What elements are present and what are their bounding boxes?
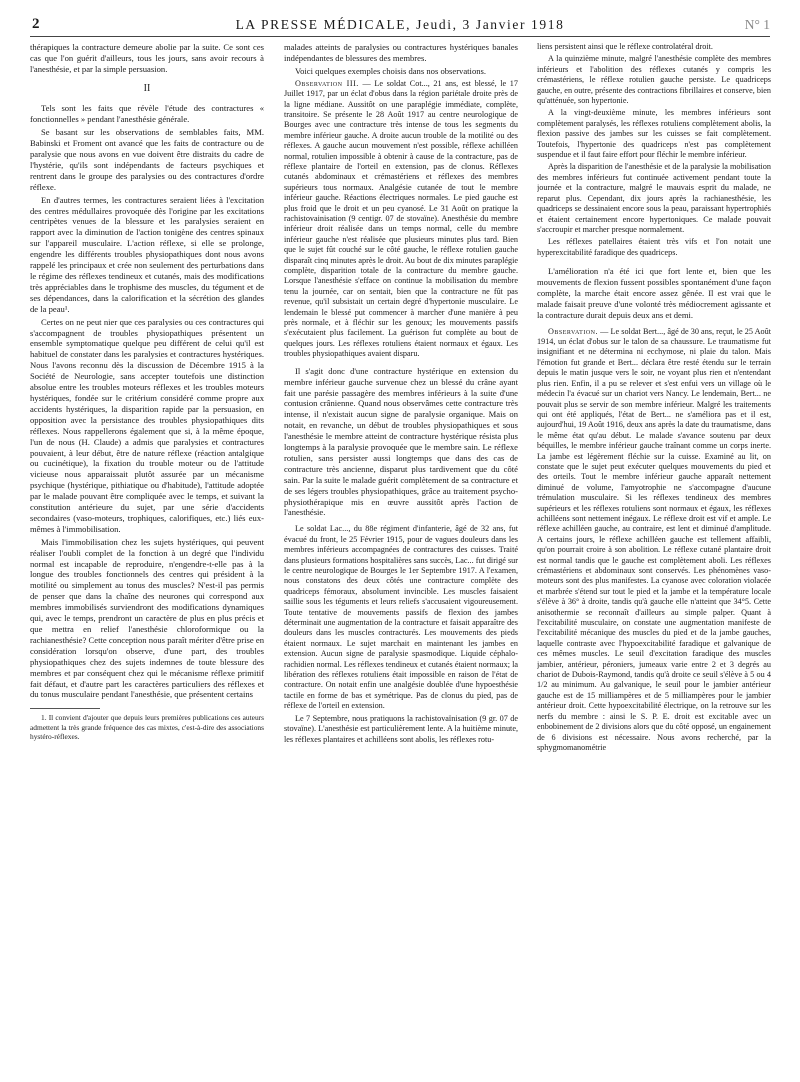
paragraph: malades atteints de paralysies ou contractures hystériques banales indépendantes de blessures des membres. [284,42,518,63]
paragraph: A la quinzième minute, malgré l'anesthésie complète des membres inférieurs et l'abolition des réflexes cutanés y compris les crémastériens, le réflexe rotulien gauche persiste. Le quadriceps gauche, en outre, présente des contractions fibrillaires et conserve, bien qu'atténuée, son hypertonie. [537,54,771,106]
observation-bert [537,327,771,754]
paragraph: Après la disparition de l'anesthésie et de la paralysie la mobilisation des membres inférieurs fut continuée activement pendant toute la journée et la contracture, malgré le mauvais esprit du malade, ne reparut plus. Cependant, dix jours après la rachianesthésie, les quadriceps se dessinaient encore sous la peau, paraissant hypertrophiés et étaient certainement encore hypertoniques. Ce malade pouvait s'accroupir et marcher presque normalement. [537,162,771,234]
paragraph: liens persistent ainsi que le réflexe controlatéral droit. [537,42,713,51]
paragraph: Voici quelques exemples choisis dans nos observations. [295,65,487,76]
column-middle [284,42,518,1072]
section-number: II [143,82,151,94]
observation-3 [284,79,518,360]
page-header [30,14,770,36]
observation-label: Observation III. [295,78,359,88]
footnote: 1. Il convient d'ajouter que depuis leurs premières publications ces auteurs admettent la très grande fréquence des cas mixtes, c'est-à-dire des associations hystéro-réflexes. [30,713,264,741]
observation-text: — Le soldat Cot..., 21 ans, est blessé, le 17 Juillet 1917, par un éclat d'obus dans la région pariétale droite près de la ligne médiane. Aussitôt on une paraplégie immédiate, complète, transitoire. Se présente le 28 Août 1917 au centre neurologique de Bourges avec une contracture très intense de tous les segments du membre inférieur gauche. A droite aucun trouble de la motilité ou des réflexes. A gauche aucun mouvement n'est possible, réflexe achilléen normal, rotulien impossible à obtenir à cause de la contracture, pas de réflexe plantaire de l'orteil en extension, pas de clonus. Réflexes cutanés abdominaux et crémastériens et réflexes des membres supérieurs tous normaux. Analgésie cutanée de tout le membre inférieur gauche. Réactions électriques normales. Le pied gauche est plus froid que le droit et un peu cyanosé. Le 31 Août on pratique la rachistovainisation (9 centigr. 07 de stovaïne). Anesthésie du membre inférieur droit réalisée dans un temps normal, celle du membre inférieur gauche n'est réalisée que plusieurs minutes plus tard. Bien que le sujet fût couché sur le côté gauche, le réflexe rotulien gauche disparaît cinq minutes après le droit. Au bout de dix minutes paraplégie complète, disparition totale de la contracture du membre gauche. Lorsque l'anesthésie s'efface on continue la mobilisation du membre tenu la journée, car on sentait, bien que la contracture ne fût pas revenue, qu'il subsistait un certain degré d'hypertonie musculaire. Le lendemain le blessé put commencer à marcher d'une manière à peu près normale, et à fléchir sur les genoux; les mouvements passifs s'exécutaient plus facilement. La guérison fut complète au bout de quelques jours. Les réflexes rotuliens étaient normaux et égaux. Les troubles physiopathiques avaient disparu. [284,78,518,359]
observation-text: — Le soldat Bert..., âgé de 30 ans, reçut, le 25 Août 1914, un éclat d'obus sur le talon de sa chaussure. Le traumatisme fut insignifiant et ne détermina ni ecchymose, ni plaie du talon. Mais l'émotion fut grande et Bert... déclara être resté étendu sur le terrain depuis le matin jusque vers le soir, ne voyant plus rien et n'entendant plus rien. Enfin, il a pu se relever et s'est enfui vers un village où le médecin l'a évacué sur un chariot vers Nancy. Le lendemain, Bert... ne pouvait plus se servir de son membre inférieur. Malgré les traitements qui ont été appliqués, l'état de Bert... ne s'améliora pas et il est, aujourd'hui, 19 Août 1916, deux ans après la date du traumatisme, dans le même état qu'au début. Le malade s'avance soutenu par deux béquilles, le membre inférieur gauche traînant comme un corps inerte. La jambe est légèrement fléchie sur la cuisse. Examiné au lit, on constate que le sujet peut exécuter quelques mouvements du pied et des orteils. Tout le membre inférieur gauche apparaît nettement diminué de volume, l'amyotrophie ne s'accompagne d'aucune trémulation musculaire. Si les réflexes tendineux des membres supérieurs et les réflexes rotuliens sont normaux et égaux, les réflexes achilléens sont nettement inégaux. Le réflexe droit est vif et ample. Le réflexe achilléen gauche, au contraire, est lent et diminué d'amplitude. A certains jours, le réflexe achilléen gauche est tellement affaibli, qu'on pourrait croire à son abolition. Le réflexe cutané plantaire droit est normal tandis que le gauche est complètement aboli. Les réflexes crémastériens et abdominaux sont conservés. Les phénomènes vaso-moteurs sont des plus manifestes. La cyanose avec coloration violacée et marbrée s'étend sur tout le pied et la jambe et la température locale s'élève à 36° à droite, tandis qu'à gauche elle n'atteint que 34°5. Cette anisothermie se reconnaît d'ailleurs au simple palper. Quant à l'excitabilité musculaire, on constate une augmentation manifeste de l'excitabilité mécanique des muscles du pied et de la jambe gauches, laquelle contraste avec l'hypoexcitabilité faradique et galvanique de ces mêmes muscles. Le seuil d'excitation faradique des muscles jambier, antérieur, péroniers, jumeaux varie entre 2 et 3 degrés au chariot de Dubois-Raymond, tandis qu'à droite ce seuil s'élève à 5 ou 4 1/2 au minimum. Au galvanique, le seuil pour le jambier antérieur gauche est de 15 milliampères et de 5 milliampères pour le jambier antérieur droit. Cette hypoexcitabilité électrique, on la retrouve sur les nerfs du membre : ainsi le S. P. E. droit est excitable avec un enbobinement de 2 divisions alors que du côté opposé, un engainement de 6 divisions est nécessaire. Nous avons recherché, par la sphygmomanométrie [537,326,771,752]
observation-lac: Le soldat Lac..., du 88e régiment d'infanterie, âgé de 32 ans, fut évacué du front, le 25 Février 1915, pour de vagues douleurs dans les membres inférieurs accompagnées de contractures des cuisses. Traité dans plusieurs formations hospitalières sans succès, Lac... fut dirigé sur le centre neurologique de Bourges le 1er Septembre 1917. A l'examen, nous constatons des deux côtés une contracture complète des quadriceps fémoraux, absolument invincible. Les muscles faisaient saillie sous les téguments et leurs reliefs s'accusaient vigoureusement. Toute tentative de mouvements passifs de flexion des jambes déterminait une augmentation de la contracture et faisait apparaître des douleurs dans les muscles contracturés. Les mouvements des pieds étaient normaux. Le sujet marchait en maintenant les jambes en extension. Aucun signe de paralysie spasmodique. Liquide céphalo-rachidien normal. Les réflexes tendineux et cutanés étaient normaux; la libération des réflexes rotuliens était impossible en raison de l'état de contracture. On notait enfin une analgésie doublée d'une hypoesthésie tactile en forme de bas et symétrique. Pas de clonus du pied, pas de réflexe de l'orteil en extension. [284,524,518,711]
paragraph: Le 7 Septembre, nous pratiquons la rachistovaïnisation (9 gr. 07 de stovaïne). L'anesthésie est particulièrement lente. A la huitième minute, les réflexes plantaires et achilléens sont abolis, les réflexes rotu- [284,713,518,744]
column-left [30,42,264,1072]
paragraph: Certes on ne peut nier que ces paralysies ou ces contractures qui s'accompagnent de troubles physiopathiques présentent un ensemble symptomatique quelque peu différent de celui qu'il est habituel de constater dans les paralysies et contractures hystériques. Nous l'avons reconnu dès la discussion de Décembre 1915 à la Société de Neurologie, sans accepter toutefois une distinction absolue entre les troubles moteurs réflexes et les troubles moteurs hystériques, fondée sur le critérium considéré comme propre aux accidents hystériques, la disparition rapide par la persuasion, en opposition avec la persistance des troubles physiopathiques dits réflexes. Nous rappellerons également que si, à la même époque, l'un de nous (H. Claude) a admis que paralysies et contractures pouvaient, à leur début, être de nature réflexe (réaction antalgique ou cucinétique), la fixation du trouble moteur ou de l'attitude vicieuse nous apparaissait plutôt assurée par un mécanisme psychique (hystérique, pithiatique ou d'habitude), l'attitude adoptée par le malade pouvant être compliquée avec le temps, et suivant la constitution antérieure du sujet, par une série d'accidents secondaires (vaso-moteurs, trophiques, calorifiques, etc.) liés eux-mêmes à l'immobilisation. [30,316,264,534]
paragraph: Se basant sur les observations de semblables faits, MM. Babinski et Froment ont avancé que les faits de contracture ou de paralysie que nous avons en vue doivent être distraits du cadre de l'hystérie, qu'ils sont indépendants de facteurs psychiques et rentrent dans le groupe des paralysies ou des contractures d'ordre réflexe. [30,127,264,192]
paragraph: A la vingt-deuxième minute, les membres inférieurs sont complètement paralysés, les réflexes rotuliens complètement abolis, la flexion passive des jambes sur les cuisses se fait complètement. Toutefois, l'hypertonie des quadriceps n'est pas complètement suspendue et il faut faire effort pour fléchir le membre inférieur. [537,108,771,160]
paragraph: Il s'agit donc d'une contracture hystérique en extension du membre inférieur gauche survenue chez un blessé du crâne ayant fait une parésie passagère des membres inférieurs à la suite d'une contusion crânienne. Quand nous observâmes cette contracture très intense, il n'existait aucun signe de paralysie organique. Mais on notait, en revanche, un début de troubles physiopathiques et sous l'anesthésie le membre atteint de contracture hystérique résista plus longtemps à la paralysie provoquée que le membre sain. Le réflexe rotulien, sans persister aussi longtemps que dans des cas de contracture très ancienne, disparut plus tardivement que du côté sain. Par la suite le malade guérit complètement de sa contracture et de ses légers troubles physiopathiques, grâce au traitement psycho-physiothérapique mis en œuvre aussitôt après l'action de l'anesthésie. [284,365,518,518]
footnote-rule [30,708,100,709]
paragraph: thérapiques la contracture demeure abolie par la suite. Ce sont ces cas que l'on guérit d'ailleurs, tous les jours, sans avoir recours à l'anesthésie, et par la simple persuasion. [30,42,264,74]
observation-label: Observation. [548,326,599,336]
paragraph: L'amélioration n'a été ici que fort lente et, bien que les mouvements de flexion fussent possibles spontanément d'une façon complète, la marche était encore assez gênée. Il est vrai que le malade faisait preuve d'une volonté très médiocrement agissante et la contracture durait depuis deux ans et demi. [537,266,771,320]
header-rule [30,36,770,37]
column-right [537,42,771,1072]
running-title: LA PRESSE MÉDICALE, Jeudi, 3 Janvier 1918 [235,17,565,32]
paragraph: En d'autres termes, les contractures seraient liées à l'excitation des centres médullaires provoquée dès l'origine par les excitations centripètes venues de la blessure et les paralysies seraient en rapport avec la diminution de l'action tonigène des centres spinaux sur l'appareil musculaire. L'action réflexe, si elle se prolonge, engendre les différents troubles physiopathiques dont nous avons rappelé les principaux et crée non seulement des perturbations dans le régime des réflexes tendineux et cutanés, mais des modifications très appréciables dans le trophisme des muscles, du tégument et de ses dépendances, dans la calorification et la sécrétion des glandes de la peau¹. [30,194,264,314]
page-number: 2 [32,16,40,32]
paragraph: Mais l'immobilisation chez les sujets hystériques, qui peuvent réaliser l'oubli complet de la fonction à un degré que l'individu normal est incapable de reproduire, n'engendre-t-elle pas à la longue des troubles fonctionnels des centres qui président à la motilité ou simplement au tonus des muscles? N'est-il pas permis de penser que dans la chaîne des neurones qui correspond aux membres immobilisés surviendront des modifications dynamiques qui, avec le temps, prendront un caractère de plus en plus précis et que mettra en relief l'anesthésie chloroformique ou la rachianesthésie? Cette conception nous paraît mériter d'être prise en considération lorsqu'on observe, d'une part, des troubles physiopathiques chez des sujets indemnes de toute blessure des membres et par conséquent chez qui le mécanisme réflexe primitif fait défaut, et d'autre part les caractères particuliers des réflexes et du tonus musculaire pendant l'anesthésie, que présentent certains [30,536,264,700]
issue-number: N° 1 [744,17,770,32]
paragraph: Les réflexes patellaires étaient très vifs et l'on notait une hyperexcitabilité faradique des quadriceps. [537,237,771,257]
paragraph: Tels sont les faits que révèle l'étude des contractures « fonctionnelles » pendant l'anesthésie générale. [30,103,264,125]
